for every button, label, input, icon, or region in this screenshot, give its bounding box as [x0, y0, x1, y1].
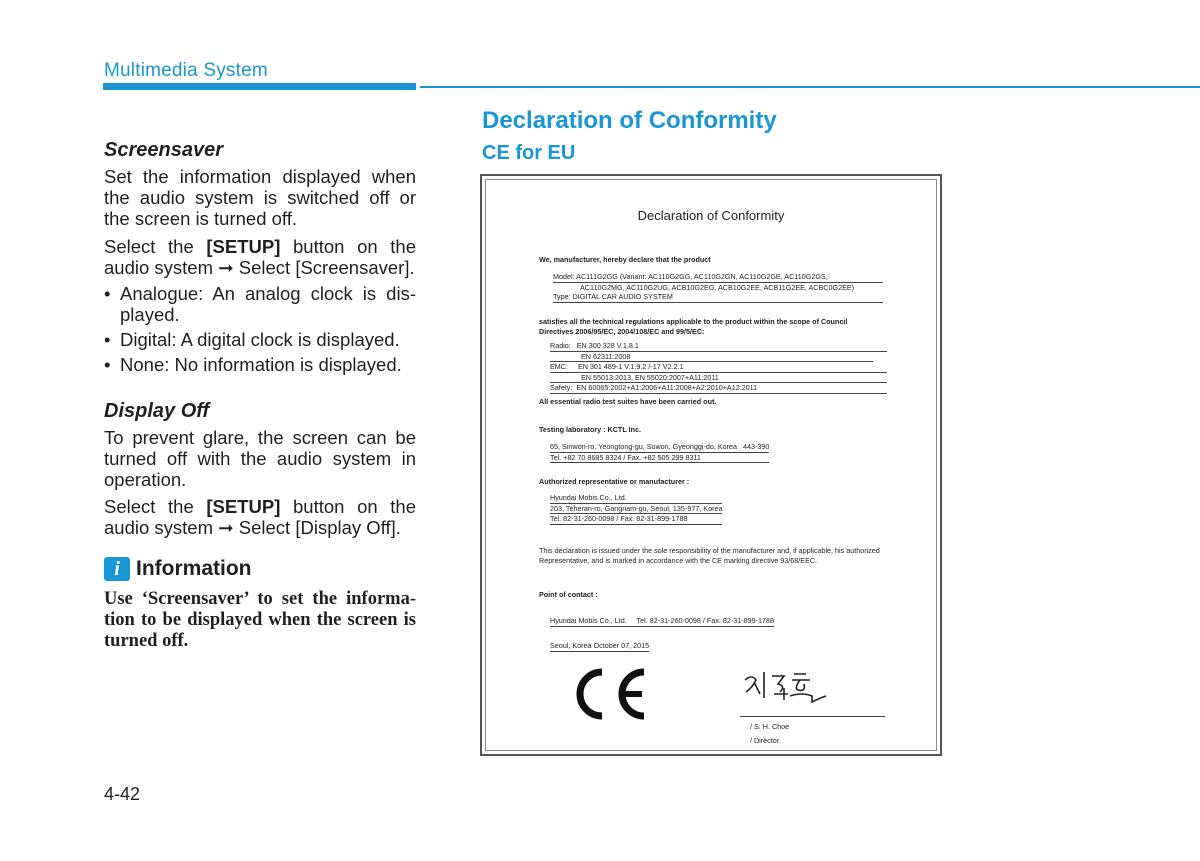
display-off-heading: Display Off [104, 400, 210, 422]
issued-line: This declaration is issued under the sole responsibility of the manufacturer and, if applicable, his authorized [539, 546, 880, 555]
declaration-document-inner-frame [485, 179, 937, 751]
display-off-select-instruction [104, 496, 416, 538]
screensaver-options-list [104, 283, 416, 379]
ce-mark-logo [572, 664, 652, 724]
standards-block [550, 341, 887, 394]
page-subtitle: CE for EU [482, 142, 576, 164]
rep-line: Hyundai Mobis Co., Ltd. [550, 493, 722, 504]
screensaver-select-instruction [104, 236, 416, 278]
select-pre: Select the [104, 496, 194, 517]
document-title: Declaration of Conformity [637, 208, 785, 223]
list-item: • Digital: A digital clock is displayed. [104, 329, 416, 350]
list-item: • None: No information is displayed. [104, 354, 416, 375]
place-date: Seoul, Korea October 07, 2015 [550, 641, 650, 650]
standard-line: EN 62311:2008 [550, 352, 873, 363]
information-title: Information [136, 557, 252, 580]
signature-image [740, 668, 830, 704]
lab-block [550, 442, 769, 463]
header-rule-thick [103, 83, 416, 90]
standard-line: Safety: EN 60065:2002+A1:2006+A11:2008+A2:2010+A12:2011 [550, 383, 887, 394]
model-block [553, 272, 883, 303]
select-post: button on the audio system ➞ Select [Display Off]. [104, 496, 416, 538]
satisfies-block [539, 317, 847, 336]
signer-name: / S. H. Choe [750, 722, 790, 731]
lab-heading: Testing laboratory : KCTL Inc. [539, 425, 641, 434]
standard-line: EN 55013:2013, EN 55020:2007+A11:2011 [550, 373, 887, 384]
setup-key: [SETUP] [206, 236, 281, 257]
select-post: button on the audio system ➞ Select [Screensaver]. [104, 236, 416, 278]
page-number: 4-42 [104, 784, 141, 804]
issued-block [539, 546, 880, 565]
standard-line: EMC: EN 301 489-1 V.1.9.2 /-17 V2.2.1 [550, 362, 887, 373]
lab-line: 65, Sinwon-ro, Yeongtong-gu, Suwon, Gyeonggi-do, Korea 443-390 [550, 442, 770, 451]
list-item: • Analogue: An analog clock is dis-played. [104, 283, 416, 325]
info-icon: i [104, 557, 130, 581]
tests-line: All essential radio test suites have been carried out. [539, 397, 717, 406]
contact-heading: Point of contact : [539, 590, 598, 599]
screensaver-intro: Set the information displayed when the audio system is switched off or the screen is turned off. [104, 166, 416, 229]
screensaver-heading: Screensaver [104, 139, 223, 161]
rep-heading: Authorized representative or manufacturer : [539, 477, 690, 486]
signature-line [740, 716, 885, 717]
information-header [104, 557, 416, 581]
section-title: Multimedia System [104, 60, 268, 81]
header-rule-thin [420, 86, 1200, 88]
contact-line: Hyundai Mobis Co., Ltd. Tel. 82-31-260-0098 / Fax. 82-31-899-1788 [550, 616, 775, 625]
rep-line: Tel. 82-31-260-0098 / Fax. 82-31-899-1788 [550, 514, 722, 525]
rep-block [550, 493, 722, 525]
setup-key: [SETUP] [206, 496, 281, 517]
page-title: Declaration of Conformity [482, 107, 777, 134]
lab-line: Tel. +82 70 8685 8324 / Fax. +82 505 299 8311 [550, 453, 769, 464]
issued-line: Representative, and is marked in accordance with the CE marking directive 93/68/EEC. [539, 555, 818, 565]
model-line: AC110G2MG, AC110G2UG, ACB10G2EG, ACB10G2EE, ACB11G2EE, ACBC0G2EE) [580, 282, 855, 292]
select-pre: Select the [104, 236, 194, 257]
model-line: Model: AC111G2GG (Variant: AC110G2GG, AC110G2GN, AC110G2GE, AC110G2GS, [553, 272, 883, 283]
information-text: Use ‘Screensaver’ to set the informa-tion to be displayed when the screen is turned off. [104, 589, 416, 651]
type-line: Type: DIGITAL CAR AUDIO SYSTEM [553, 292, 883, 303]
satisfies-line: satisfies all the technical regulations applicable to the product within the scope of Council [539, 317, 848, 326]
satisfies-line: Directives 2006/95/EC, 2004/108/EC and 99/5/EC: [539, 326, 705, 336]
rep-line: 203, Teheran-ro, Gangnam-gu, Seoul, 135-977, Korea [550, 503, 723, 513]
display-off-intro: To prevent glare, the screen can be turned off with the audio system in operation. [104, 427, 416, 490]
manufacturer-line: We, manufacturer, hereby declare that the product [539, 255, 711, 264]
signer-title: / Director [750, 736, 780, 745]
standard-line: Radio: EN 300 328 V.1.8.1 [550, 341, 887, 352]
